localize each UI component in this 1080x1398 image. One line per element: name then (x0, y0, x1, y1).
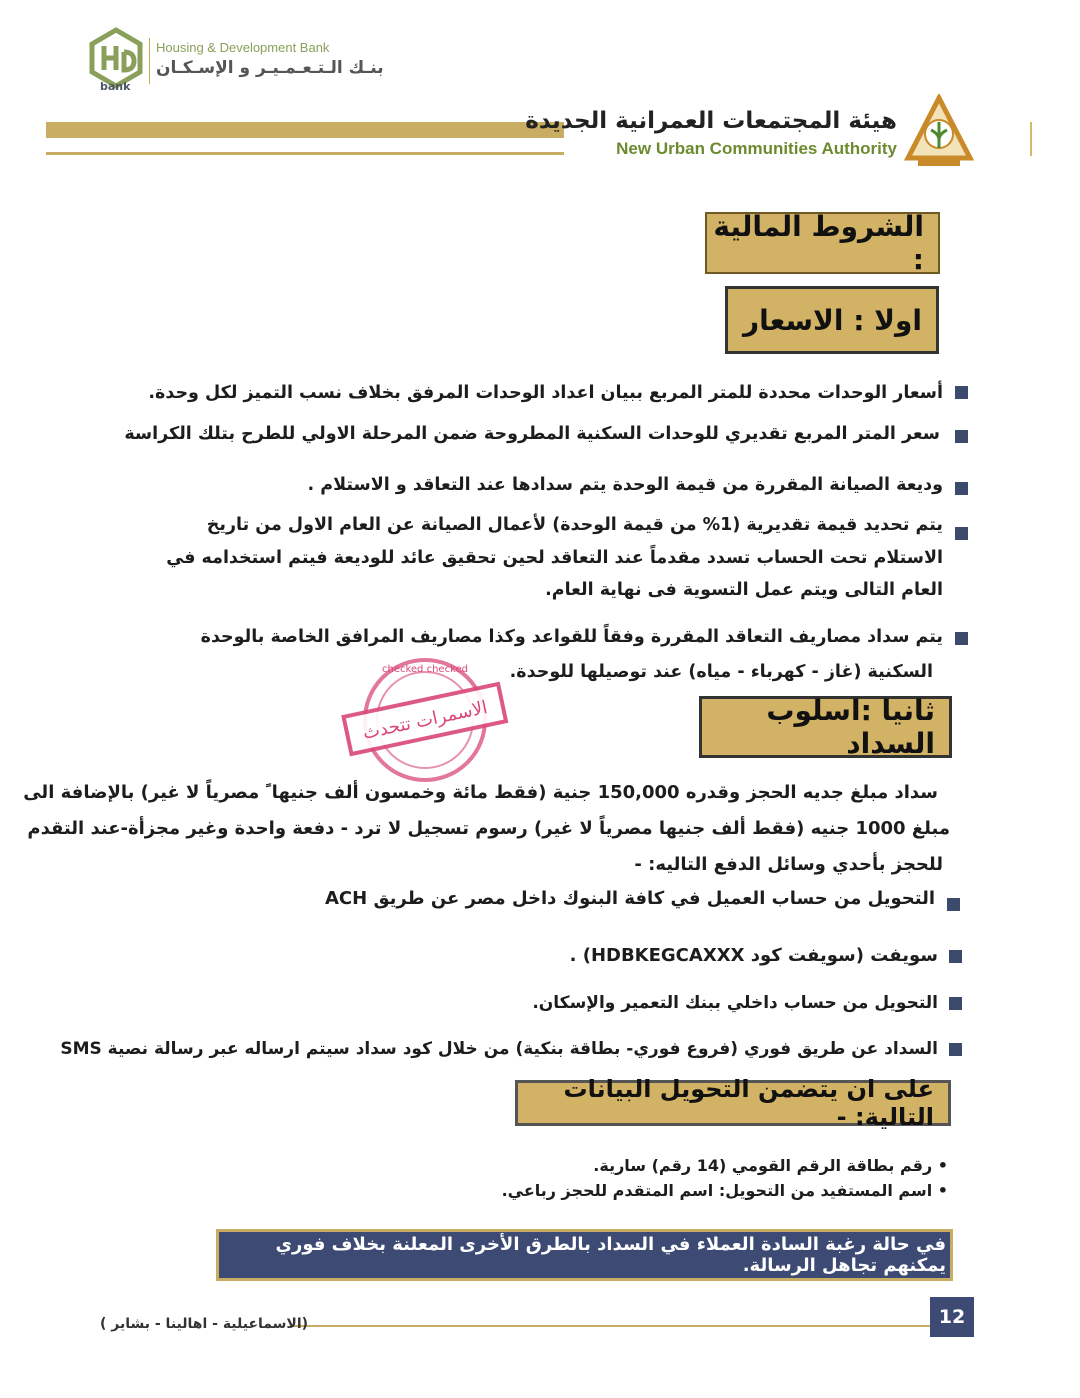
transfer-data-heading: على ان يتضمن التحويل البيانات التالية: - (515, 1080, 951, 1126)
right-margin-mark (1030, 122, 1032, 156)
payment-intro-line-2: مبلغ 1000 جنيه (فقط ألف جنيها مصرياً لا غير) رسوم تسجيل لا ترد - دفعة واحدة وغير مجزأة-عند التقدم (27, 818, 950, 839)
bullet-square-icon (955, 632, 968, 645)
bank-name-ar: بنـك الـتـعـمـيـر و الإسـكـان (156, 58, 384, 78)
price-item-3: وديعة الصيانة المقررة من قيمة الوحدة يتم سدادها عند التعاقد و الاستلام . (307, 475, 943, 495)
footer-gold-line (292, 1325, 932, 1327)
footer-location-text: (الاسماعيلية - اهالينا - بشاير ) (100, 1316, 309, 1332)
header-gold-line (46, 152, 564, 155)
price-item-2: سعر المتر المربع تقديري للوحدات السكنية المطروحة ضمن المرحلة الاولي للطرح بتلك الكراسة (124, 424, 940, 444)
fawry-note-box: في حالة رغبة السادة العملاء في السداد بالطرق الأخرى المعلنة بخلاف فوري يمكنهم تجاهل الرسالة. (216, 1229, 953, 1281)
transfer-item-2 (502, 1176, 948, 1206)
payment-intro-line-3: للحجز بأحدي وسائل الدفع التاليه: - (634, 854, 943, 875)
logo-separator (149, 38, 150, 84)
transfer-item-1-text: رقم بطاقة الرقم القومي (14 رقم) سارية. (593, 1156, 933, 1175)
financial-terms-heading: الشروط المالية : (705, 212, 940, 274)
bullet-square-icon (949, 1043, 962, 1056)
payment-method-ach: التحويل من حساب العميل في كافة البنوك داخل مصر عن طريق ACH (324, 888, 935, 909)
bullet-square-icon (949, 950, 962, 963)
authority-name-en: New Urban Communities Authority (616, 139, 897, 158)
payment-method-swift: سويفت (سويفت كود HDBKEGCAXXX) . (569, 945, 938, 966)
nuca-logo-icon (904, 94, 974, 168)
price-item-4-line-3: العام التالى ويتم عمل التسوية فى نهاية العام. (545, 580, 943, 600)
authority-name-ar: هيئة المجتمعات العمرانية الجديدة (525, 108, 897, 134)
page-number: 12 (930, 1297, 974, 1337)
bank-name-en: Housing & Development Bank (156, 40, 330, 55)
payment-method-internal: التحويل من حساب داخلي ببنك التعمير والإسكان. (532, 993, 938, 1013)
price-item-4-line-2: الاستلام تحت الحساب تسدد مقدماً عند التعاقد لحين تحقيق عائد للوديعة فيتم استخدامه في (166, 548, 943, 568)
dot-bullet-icon: • (932, 1181, 948, 1200)
header-gold-bar (46, 122, 564, 138)
bullet-square-icon (947, 898, 960, 911)
bullet-square-icon (955, 527, 968, 540)
bullet-square-icon (955, 430, 968, 443)
bullet-square-icon (955, 386, 968, 399)
dot-bullet-icon: • (932, 1156, 948, 1175)
payment-method-heading: ثانيا :اسلوب السداد (699, 696, 952, 758)
price-item-4-line-1: يتم تحديد قيمة تقديرية (1% من قيمة الوحدة) لأعمال الصيانة عن العام الاول من تاريخ (206, 515, 943, 535)
prices-heading: اولا : الاسعار (725, 286, 939, 354)
stamp-ring-text: checked checked (381, 664, 469, 675)
payment-intro-line-1: سداد مبلغ جديه الحجز وقدره 150,000 جنية (فقط مائة وخمسون ألف جنيها ً مصرياً لا غير) بالإضافة الى (23, 782, 938, 803)
price-item-5-line-2: السكنية (غاز - كهرباء - مياه) عند توصيلها للوحدة. (509, 662, 933, 682)
bullet-square-icon (955, 482, 968, 495)
bank-short-label: bank (100, 80, 131, 93)
stamp-icon (340, 650, 510, 790)
price-item-5-line-1: يتم سداد مصاريف التعاقد المقررة وفقاً للقواعد وكذا مصاريف المرافق الخاصة بالوحدة (200, 627, 943, 647)
price-item-1: أسعار الوحدات محددة للمتر المربع ببيان اعداد الوحدات المرفق بخلاف نسب التميز لكل وحدة. (148, 383, 943, 403)
bullet-square-icon (949, 997, 962, 1010)
payment-method-fawry: السداد عن طريق فوري (فروع فوري- بطاقة بنكية) من خلال كود سداد سيتم ارساله عبر رسالة نصية SMS (60, 1039, 938, 1059)
transfer-item-2-text: اسم المستفيد من التحويل: اسم المتقدم للحجز رباعي. (501, 1181, 933, 1200)
stamp-text: الاسمرات تتحدث (360, 697, 490, 744)
